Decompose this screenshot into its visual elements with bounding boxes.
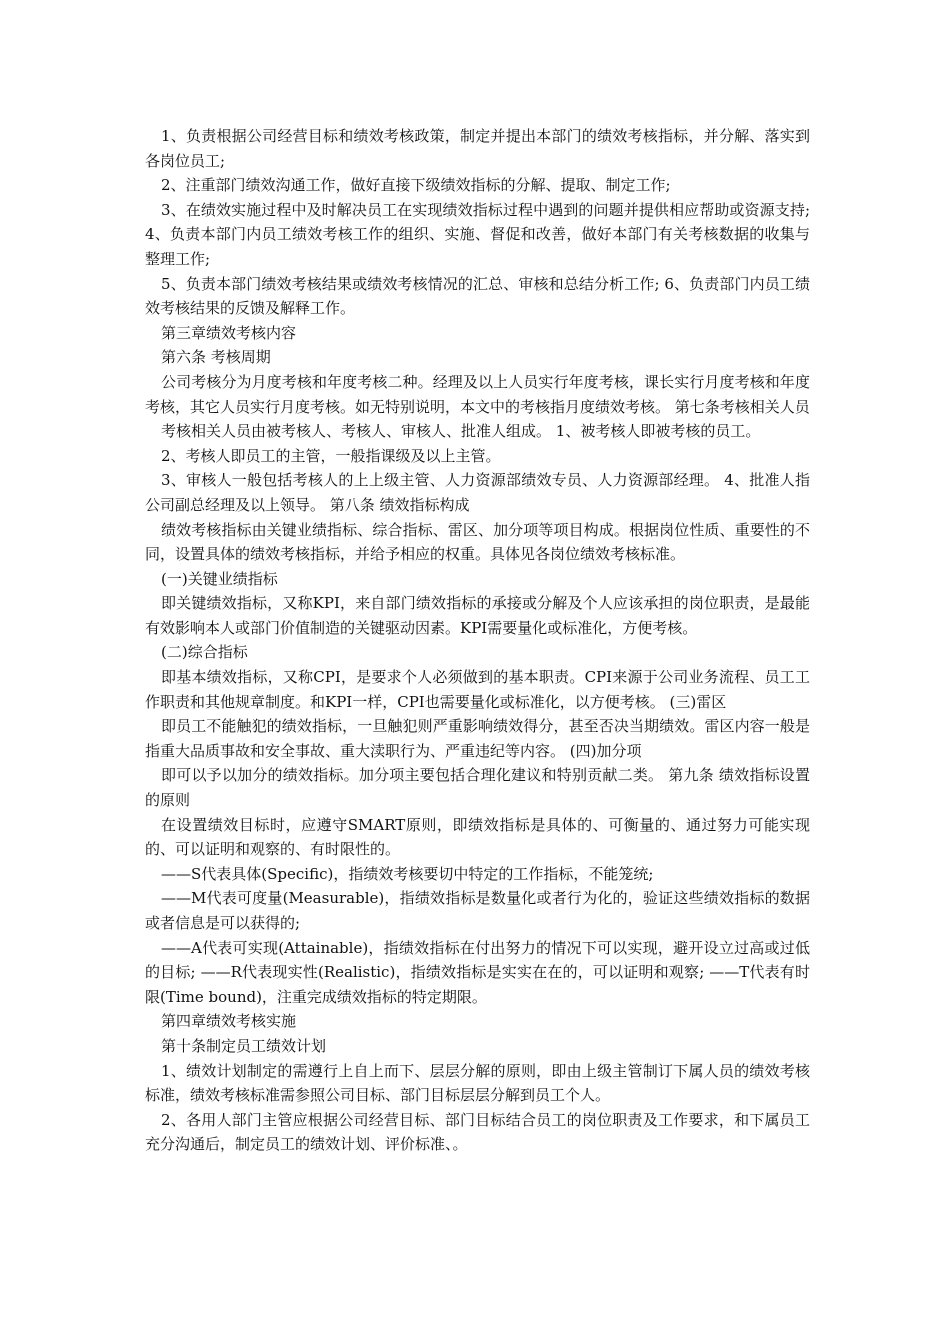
- paragraph: 即员工不能触犯的绩效指标，一旦触犯则严重影响绩效得分，甚至否决当期绩效。雷区内容一般是指重大品质事故和安全事故、重大渎职行为、严重违纪等内容。 (四)加分项: [145, 717, 810, 760]
- paragraph: 绩效考核指标由关键业绩指标、综合指标、雷区、加分项等项目构成。根据岗位性质、重要性的不同，设置具体的绩效考核指标，并给予相应的权重。具体见各岗位绩效考核标准。: [145, 520, 810, 564]
- paragraph: ——S代表具体(Specific)，指绩效考核要切中特定的工作指标，不能笼统;: [161, 864, 654, 883]
- paragraph: 1、负责根据公司经营目标和绩效考核政策，制定并提出本部门的绩效考核指标，并分解、落实到各岗位员工;: [145, 127, 810, 170]
- paragraph: 2、考核人即员工的主管，一般指课级及以上主管。: [161, 446, 501, 465]
- paragraph: 考核相关人员由被考核人、考核人、审核人、批准人组成。 1、被考核人即被考核的员工。: [161, 422, 761, 441]
- paragraph: 在设置绩效目标时，应遵守SMART原则，即绩效指标是具体的、可衡量的、通过努力可能实现的、可以证明和观察的、有时限性的。: [145, 815, 810, 859]
- paragraph: 2、注重部门绩效沟通工作，做好直接下级绩效指标的分解、提取、制定工作;: [161, 176, 671, 195]
- paragraph: 3、在绩效实施过程中及时解决员工在实现绩效指标过程中遇到的问题并提供相应帮助或资源支持; 4、负责本部门内员工绩效考核工作的组织、实施、督促和改善，做好本部门有关考核数据的收集与整理工作;: [145, 200, 815, 268]
- section-heading: (二)综合指标: [161, 643, 248, 662]
- paragraph: 1、绩效计划制定的需遵行上自上而下、层层分解的原则，即由上级主管制订下属人员的绩效考核标准，绩效考核标准需参照公司目标、部门目标层层分解到员工个人。: [145, 1061, 810, 1105]
- article-heading: 第十条制定员工绩效计划: [161, 1036, 327, 1055]
- paragraph: 公司考核分为月度考核和年度考核二种。经理及以上人员实行年度考核，课长实行月度考核和年度考核，其它人员实行月度考核。如无特别说明，本文中的考核指月度绩效考核。 第七条考核相关人员: [145, 372, 810, 416]
- chapter-heading: 第三章绩效考核内容: [161, 323, 297, 342]
- chapter-heading: 第四章绩效考核实施: [161, 1012, 297, 1031]
- paragraph: 即基本绩效指标，又称CPI，是要求个人必须做到的基本职责。CPI来源于公司业务流程、员工工作职责和其他规章制度。和KPI一样，CPI也需要量化或标准化，以方便考核。 (三)雷区: [145, 668, 810, 711]
- article-heading: 第六条 考核周期: [161, 348, 271, 367]
- document-body: [145, 124, 815, 1157]
- paragraph: 即可以予以加分的绩效指标。加分项主要包括合理化建议和特别贡献二类。 第九条 绩效指标设置的原则: [145, 766, 810, 810]
- paragraph: 2、各用人部门主管应根据公司经营目标、部门目标结合员工的岗位职责及工作要求，和下属员工充分沟通后，制定员工的绩效计划、评价标准、。: [145, 1110, 810, 1154]
- paragraph: 3、审核人一般包括考核人的上上级主管、人力资源部绩效专员、人力资源部经理。 4、批准人指公司副总经理及以上领导。 第八条 绩效指标构成: [145, 471, 810, 514]
- paragraph: 即关键绩效指标，又称KPI，来自部门绩效指标的承接或分解及个人应该承担的岗位职责，是最能有效影响本人或部门价值制造的关键驱动因素。KPI需要量化或标准化，方便考核。: [145, 594, 810, 637]
- section-heading: (一)关键业绩指标: [161, 569, 278, 588]
- paragraph: ——M代表可度量(Measurable)，指绩效指标是数量化或者行为化的，验证这些绩效指标的数据或者信息是可以获得的;: [145, 889, 810, 932]
- paragraph: ——A代表可实现(Attainable)，指绩效指标在付出努力的情况下可以实现，避开设立过高或过低的目标; ——R代表现实性(Realistic)，指绩效指标是实实在在的，可以证明和观察; ——T代表有时限(Time bound)，注重完成绩效指标的特定期限。: [145, 938, 810, 1006]
- paragraph: 5、负责本部门绩效考核结果或绩效考核情况的汇总、审核和总结分析工作; 6、负责部门内员工绩效考核结果的反馈及解释工作。: [145, 274, 810, 318]
